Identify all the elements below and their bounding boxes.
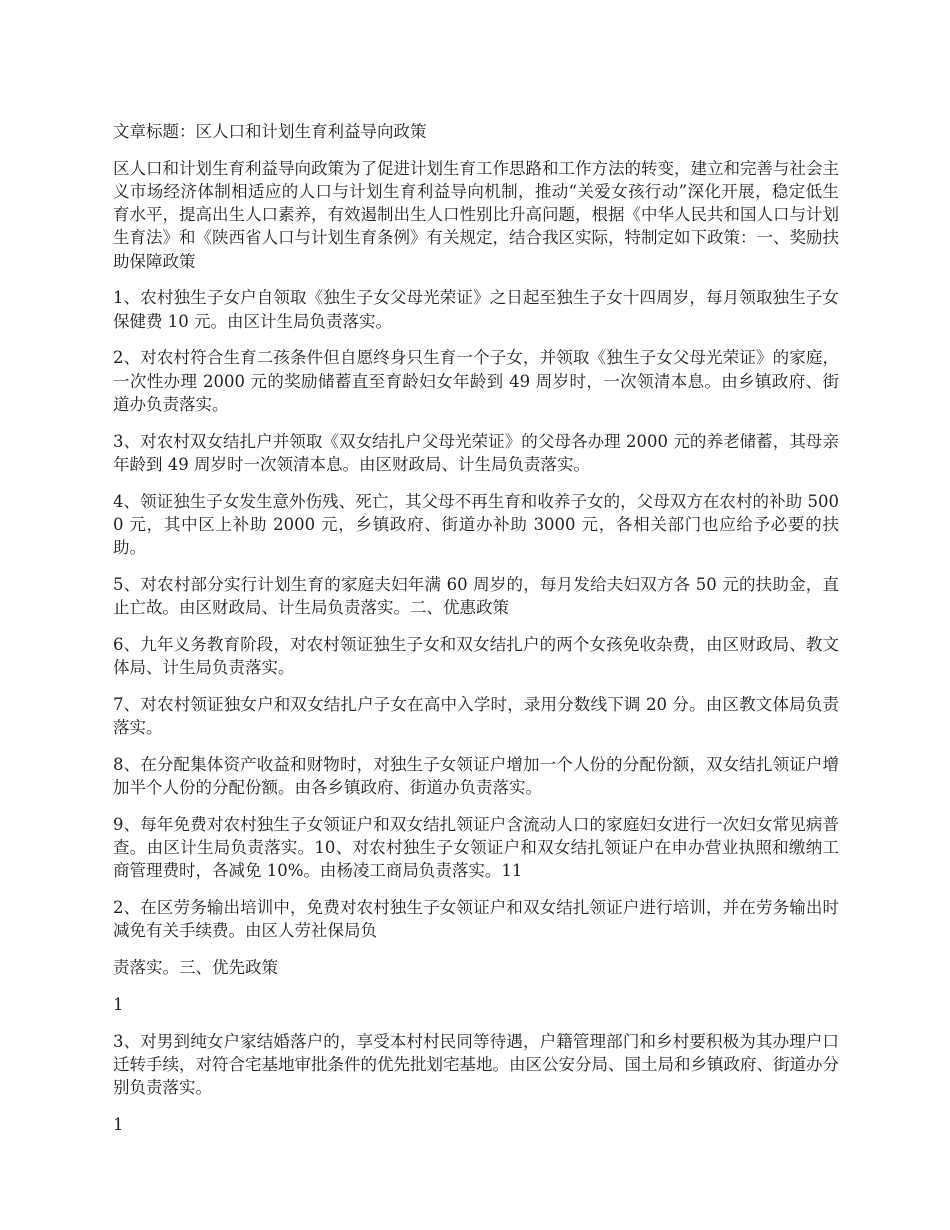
paragraph-number-fragment-2: 1: [113, 1114, 124, 1134]
paragraph-9: 9、每年免费对农村独生子女领证户和双女结扎领证户含流动人口的家庭妇女进行一次妇女常见病普查。由区计生局负责落实。10、对农村独生子女领证户和双女结扎领证户在申办营业执照和缴纳工商管理费时，各减免 10%。由杨凌工商局负责落实。11: [113, 814, 839, 881]
paragraph-13: 3、对男到纯女户家结婚落户的，享受本村村民同等待遇，户籍管理部门和乡村要积极为其办理户口迁转手续，对符合宅基地审批条件的优先批划宅基地。由区公安分局、国土局和乡镇政府、街道办分别负责落实。: [113, 1031, 839, 1098]
paragraph-2: 2、对农村符合生育二孩条件但自愿终身只生育一个子女，并领取《独生子女父母光荣证》的家庭，一次性办理 2000 元的奖励储蓄直至育龄妇女年龄到 49 周岁时，一次领清本息。由乡镇政府、街道办负责落实。: [113, 348, 839, 414]
paragraph-number-fragment: 1: [113, 994, 124, 1014]
paragraph-4: 4、领证独生子女发生意外伤残、死亡，其父母不再生育和收养子女的，父母双方在农村的补助 5000 元，其中区上补助 2000 元，乡镇政府、街道办补助 3000 元，各相关部门也应给予必要的扶助。: [113, 491, 839, 558]
paragraph-8: 8、在分配集体资产收益和财物时，对独生子女领证户增加一个人份的分配份额，双女结扎领证户增加半个人份的分配份额。由各乡镇政府、街道办负责落实。: [113, 754, 839, 798]
paragraph-intro: 区人口和计划生育利益导向政策为了促进计划生育工作思路和工作方法的转变，建立和完善与社会主义市场经济体制相适应的人口与计划生育利益导向机制，推动“关爱女孩行动”深化开展，稳定低生育水平，提高出生人口素养，有效遏制出生人口性别比升高问题，根据《中华人民共和国人口与计划生育法》和《陕西省人口与计划生育条例》有关规定，结合我区实际，特制定如下政策：一、奖励扶助保障政策: [113, 158, 839, 271]
paragraph-section-3: 责落实。三、优先政策: [113, 958, 278, 978]
document-title: 文章标题：区人口和计划生育利益导向政策: [113, 122, 427, 141]
document-page: [113, 120, 839, 1150]
paragraph-5: 5、对农村部分实行计划生育的家庭夫妇年满 60 周岁的，每月发给夫妇双方各 50 元的扶助金，直止亡故。由区财政局、计生局负责落实。二、优惠政策: [113, 574, 839, 618]
paragraph-12: 2、在区劳务输出培训中，免费对农村独生子女领证户和双女结扎领证户进行培训，并在劳务输出时减免有关手续费。由区人劳社保局负: [113, 898, 839, 941]
paragraph-7: 7、对农村领证独女户和双女结扎户子女在高中入学时，录用分数线下调 20 分。由区教文体局负责落实。: [113, 694, 839, 738]
paragraph-6: 6、九年义务教育阶段，对农村领证独生子女和双女结扎户的两个女孩免收杂费，由区财政局、教文体局、计生局负责落实。: [113, 634, 839, 678]
paragraph-1: 1、农村独生子女户自领取《独生子女父母光荣证》之日起至独生子女十四周岁，每月领取独生子女保健费 10 元。由区计生局负责落实。: [113, 288, 839, 331]
paragraph-3: 3、对农村双女结扎户并领取《双女结扎户父母光荣证》的父母各办理 2000 元的养老储蓄，其母亲年龄到 49 周岁时一次领清本息。由区财政局、计生局负责落实。: [113, 431, 839, 474]
